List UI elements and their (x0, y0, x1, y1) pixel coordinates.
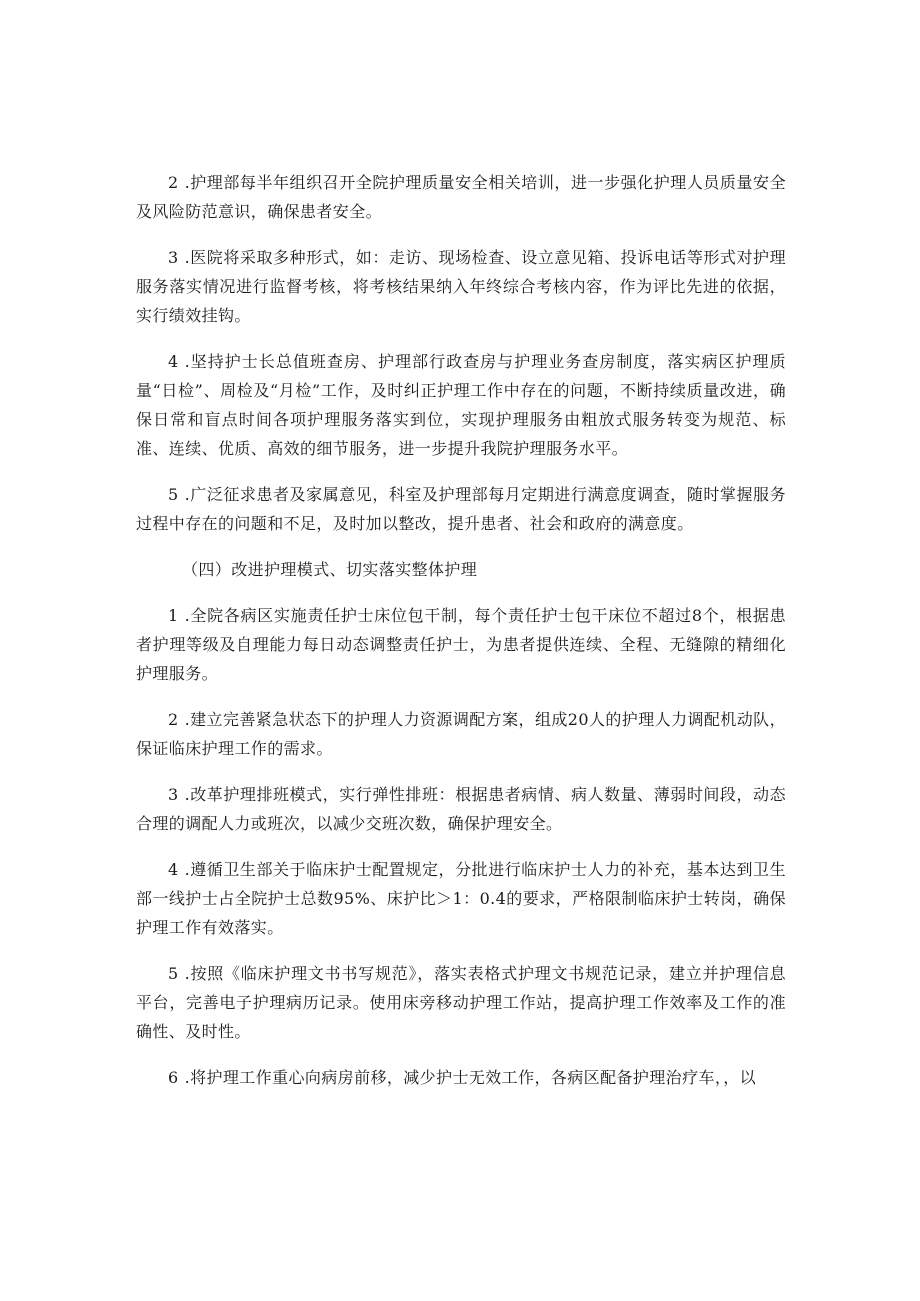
paragraph-number: 1 (168, 606, 179, 625)
paragraph-text: .广泛征求患者及家属意见，科室及护理部每月定期进行满意度调查，随时掌握服务过程中存在的问题和不足，及时加以整改，提升患者、社会和政府的满意度。 (136, 485, 786, 533)
paragraph-number: 4 (168, 860, 179, 879)
paragraph-text: .遵循卫生部关于临床护士配置规定，分批进行临床护士人力的补充，基本达到卫生部一线护士占全院护士总数95%、床护比＞1：0.4的要求，严格限制临床护士转岗，确保护理工作有效落实。 (136, 860, 786, 937)
paragraph-number: 5 (168, 964, 179, 983)
paragraph-text: .建立完善紧急状态下的护理人力资源调配方案，组成20人的护理人力调配机动队，保证临床护理工作的需求。 (136, 710, 786, 758)
paragraph-number: 2 (168, 173, 179, 192)
paragraph-number: 6 (168, 1068, 179, 1087)
paragraph-3 (136, 780, 786, 838)
paragraph-number: 5 (168, 485, 179, 504)
paragraph-text: .坚持护士长总值班查房、护理部行政查房与护理业务查房制度，落实病区护理质量“日检”、周检及“月检”工作，及时纠正护理工作中存在的问题，不断持续质量改进，确保日常和盲点时间各项护理服务落实到位，实现护理服务由粗放式服务转变为规范、标准、连续、优质、高效的细节服务，进一步提升我院护理服务水平。 (136, 352, 786, 458)
paragraph-number: 3 (168, 785, 179, 804)
paragraph-number: 2 (168, 710, 179, 729)
paragraph-4 (136, 855, 786, 942)
paragraph-2 (136, 168, 786, 226)
paragraph-4 (136, 347, 786, 463)
paragraph-5 (136, 480, 786, 538)
paragraph-3 (136, 243, 786, 330)
paragraph-text: .按照《临床护理文书书写规范》，落实表格式护理文书规范记录，建立并护理信息平台，完善电子护理病历记录。使用床旁移动护理工作站，提高护理工作效率及工作的准确性、及时性。 (136, 964, 786, 1041)
paragraph-1 (136, 601, 786, 688)
section-heading: （四）改进护理模式、切实落实整体护理 (182, 560, 478, 579)
paragraph-text: .将护理工作重心向病房前移，减少护士无效工作，各病区配备护理治疗车，，以 (184, 1068, 757, 1087)
paragraph-text: .护理部每半年组织召开全院护理质量安全相关培训，进一步强化护理人员质量安全及风险防范意识，确保患者安全。 (136, 173, 786, 221)
paragraph-text: .医院将采取多种形式，如：走访、现场检查、设立意见箱、投诉电话等形式对护理服务落实情况进行监督考核，将考核结果纳入年终综合考核内容，作为评比先进的依据，实行绩效挂钩。 (136, 248, 786, 325)
paragraph-6 (136, 1063, 786, 1092)
paragraph-number: 3 (168, 248, 179, 267)
paragraph-text: .全院各病区实施责任护士床位包干制，每个责任护士包干床位不超过8个，根据患者护理等级及自理能力每日动态调整责任护士，为患者提供连续、全程、无缝隙的精细化护理服务。 (136, 606, 786, 683)
paragraph-text: .改革护理排班模式，实行弹性排班：根据患者病情、病人数量、薄弱时间段，动态合理的调配人力或班次，以减少交班次数，确保护理安全。 (136, 785, 786, 833)
paragraph-2 (136, 705, 786, 763)
paragraph-5 (136, 959, 786, 1046)
paragraph-number: 4 (168, 352, 179, 371)
document-body (136, 168, 786, 1109)
